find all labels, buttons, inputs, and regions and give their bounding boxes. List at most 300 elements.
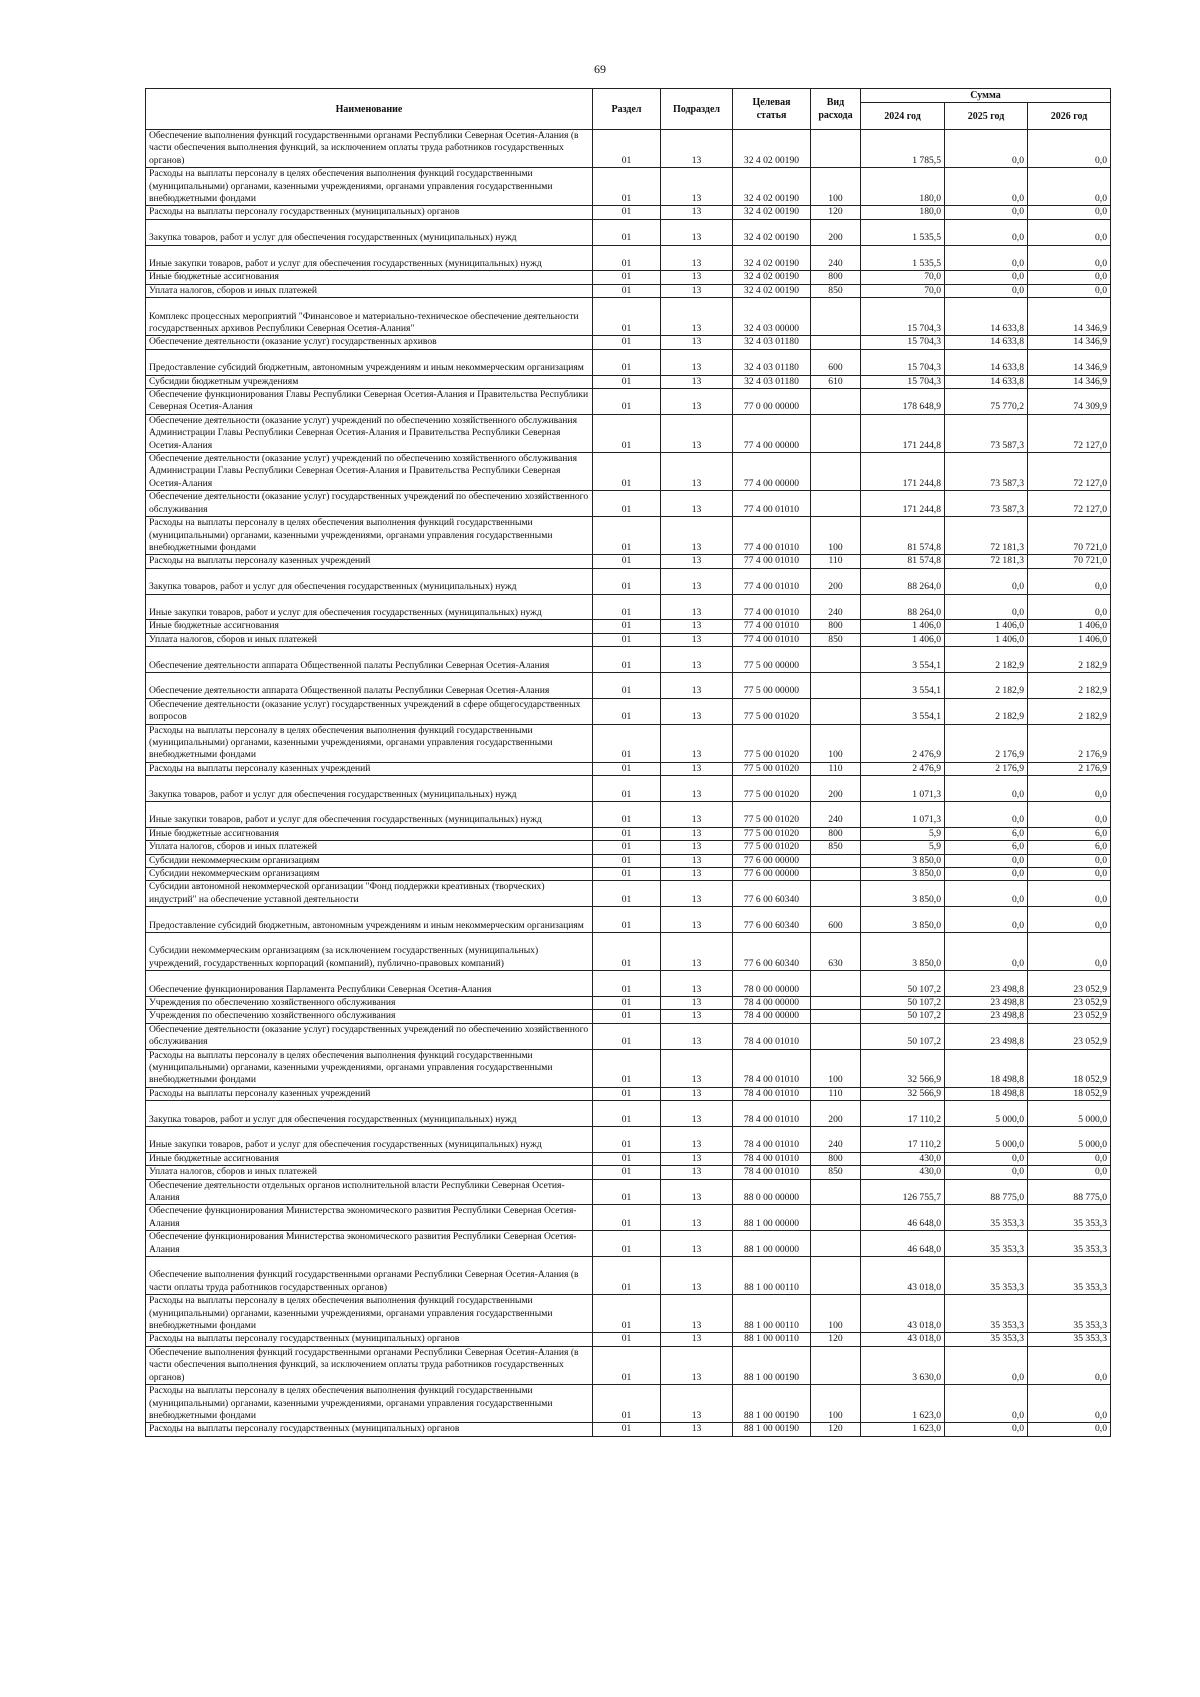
row-name-cell: Обеспечение деятельности (оказание услуг) учреждений по обеспечению хозяйственного обслуживания Администрации Главы Республики Северная Осетия-Алания и Правительства Республики Северная Осетия-Алания (146, 414, 593, 452)
row-sum-2025-cell: 6,0 (945, 827, 1028, 840)
row-sum-2025-cell: 35 353,3 (945, 1333, 1028, 1346)
row-subsection-cell: 13 (661, 776, 733, 802)
row-expense-type-cell: 610 (811, 375, 861, 388)
row-sum-2024-cell: 15 704,3 (861, 349, 945, 375)
row-subsection-cell: 13 (661, 827, 733, 840)
row-name-cell: Закупка товаров, работ и услуг для обеспечения государственных (муниципальных) нужд (146, 568, 593, 594)
row-target-article-cell: 88 1 00 00110 (733, 1333, 811, 1346)
row-section-cell: 01 (593, 389, 661, 415)
row-subsection-cell: 13 (661, 1023, 733, 1049)
row-section-cell: 01 (593, 996, 661, 1009)
row-expense-type-cell: 200 (811, 219, 861, 245)
row-subsection-cell: 13 (661, 1346, 733, 1384)
row-sum-2026-cell: 6,0 (1028, 841, 1111, 854)
row-sum-2026-cell: 0,0 (1028, 1423, 1111, 1436)
row-expense-type-cell (811, 1346, 861, 1384)
table-row (146, 414, 1111, 452)
row-target-article-cell: 32 4 02 00190 (733, 130, 811, 168)
row-subsection-cell: 13 (661, 1295, 733, 1333)
row-name-cell: Уплата налогов, сборов и иных платежей (146, 841, 593, 854)
row-sum-2024-cell: 5,9 (861, 827, 945, 840)
row-subsection-cell: 13 (661, 1087, 733, 1100)
row-sum-2024-cell: 171 244,8 (861, 414, 945, 452)
row-target-article-cell: 78 4 00 01010 (733, 1152, 811, 1165)
row-target-article-cell: 78 4 00 00000 (733, 996, 811, 1009)
row-sum-2025-cell: 5 000,0 (945, 1101, 1028, 1127)
col-header-sum: Сумма (861, 89, 1111, 103)
row-sum-2025-cell: 1 406,0 (945, 633, 1028, 646)
row-sum-2026-cell: 0,0 (1028, 1152, 1111, 1165)
row-subsection-cell: 13 (661, 517, 733, 555)
row-expense-type-cell (811, 971, 861, 997)
row-sum-2026-cell: 35 353,3 (1028, 1205, 1111, 1231)
row-expense-type-cell: 200 (811, 776, 861, 802)
row-target-article-cell: 77 4 00 01010 (733, 491, 811, 517)
row-sum-2026-cell: 2 176,9 (1028, 762, 1111, 775)
row-expense-type-cell: 100 (811, 1049, 861, 1087)
table-row (146, 206, 1111, 219)
row-target-article-cell: 78 4 00 00000 (733, 1010, 811, 1023)
row-sum-2024-cell: 3 850,0 (861, 854, 945, 867)
table-row (146, 1101, 1111, 1127)
table-row (146, 1179, 1111, 1205)
row-expense-type-cell (811, 491, 861, 517)
row-subsection-cell: 13 (661, 349, 733, 375)
row-expense-type-cell: 100 (811, 1295, 861, 1333)
row-subsection-cell: 13 (661, 130, 733, 168)
row-section-cell: 01 (593, 867, 661, 880)
table-row (146, 219, 1111, 245)
row-subsection-cell: 13 (661, 414, 733, 452)
row-subsection-cell: 13 (661, 762, 733, 775)
row-sum-2026-cell: 0,0 (1028, 284, 1111, 297)
table-row (146, 336, 1111, 349)
row-sum-2024-cell: 1 535,5 (861, 245, 945, 271)
row-sum-2025-cell: 73 587,3 (945, 453, 1028, 491)
row-name-cell: Обеспечение функционирования Министерства экономического развития Республики Северная Осетия-Алания (146, 1231, 593, 1257)
row-sum-2025-cell: 0,0 (945, 801, 1028, 827)
row-sum-2026-cell: 23 052,9 (1028, 971, 1111, 997)
table-row (146, 453, 1111, 491)
row-expense-type-cell: 240 (811, 801, 861, 827)
row-name-cell: Субсидии некоммерческим организациям (146, 867, 593, 880)
row-section-cell: 01 (593, 1205, 661, 1231)
row-sum-2024-cell: 1 623,0 (861, 1385, 945, 1423)
row-sum-2024-cell: 43 018,0 (861, 1333, 945, 1346)
row-sum-2024-cell: 3 554,1 (861, 647, 945, 673)
row-subsection-cell: 13 (661, 298, 733, 336)
row-expense-type-cell (811, 881, 861, 907)
row-section-cell: 01 (593, 1127, 661, 1153)
row-sum-2026-cell: 2 182,9 (1028, 672, 1111, 698)
row-expense-type-cell (811, 336, 861, 349)
row-subsection-cell: 13 (661, 375, 733, 388)
row-sum-2025-cell: 0,0 (945, 933, 1028, 971)
row-expense-type-cell: 850 (811, 841, 861, 854)
row-section-cell: 01 (593, 1101, 661, 1127)
row-section-cell: 01 (593, 219, 661, 245)
row-sum-2024-cell: 70,0 (861, 284, 945, 297)
row-expense-type-cell: 120 (811, 1423, 861, 1436)
row-sum-2026-cell: 23 052,9 (1028, 996, 1111, 1009)
row-subsection-cell: 13 (661, 801, 733, 827)
row-sum-2025-cell: 23 498,8 (945, 1010, 1028, 1023)
row-subsection-cell: 13 (661, 854, 733, 867)
row-sum-2024-cell: 171 244,8 (861, 491, 945, 517)
row-section-cell: 01 (593, 168, 661, 206)
row-name-cell: Расходы на выплаты персоналу в целях обеспечения выполнения функций государственными (муниципальными) органами, казенными учреждениями, органами управления государственными внебюджетными фондами (146, 1295, 593, 1333)
table-row (146, 620, 1111, 633)
row-name-cell: Уплата налогов, сборов и иных платежей (146, 633, 593, 646)
row-sum-2026-cell: 0,0 (1028, 1385, 1111, 1423)
table-row (146, 271, 1111, 284)
row-target-article-cell: 78 4 00 01010 (733, 1049, 811, 1087)
row-sum-2025-cell: 2 182,9 (945, 672, 1028, 698)
row-sum-2024-cell: 3 554,1 (861, 698, 945, 724)
row-sum-2026-cell: 1 406,0 (1028, 633, 1111, 646)
row-section-cell: 01 (593, 349, 661, 375)
row-sum-2025-cell: 73 587,3 (945, 491, 1028, 517)
row-sum-2026-cell: 0,0 (1028, 130, 1111, 168)
row-sum-2024-cell: 3 850,0 (861, 881, 945, 907)
table-row (146, 841, 1111, 854)
row-sum-2024-cell: 1 785,5 (861, 130, 945, 168)
row-sum-2025-cell: 0,0 (945, 284, 1028, 297)
row-sum-2026-cell: 14 346,9 (1028, 375, 1111, 388)
row-sum-2025-cell: 0,0 (945, 854, 1028, 867)
row-target-article-cell: 77 4 00 00000 (733, 414, 811, 452)
row-subsection-cell: 13 (661, 971, 733, 997)
row-subsection-cell: 13 (661, 672, 733, 698)
table-row (146, 1127, 1111, 1153)
row-subsection-cell: 13 (661, 1385, 733, 1423)
row-sum-2024-cell: 32 566,9 (861, 1049, 945, 1087)
row-sum-2025-cell: 35 353,3 (945, 1231, 1028, 1257)
row-subsection-cell: 13 (661, 1205, 733, 1231)
row-name-cell: Закупка товаров, работ и услуг для обеспечения государственных (муниципальных) нужд (146, 219, 593, 245)
row-sum-2025-cell: 0,0 (945, 1385, 1028, 1423)
row-sum-2026-cell: 14 346,9 (1028, 349, 1111, 375)
row-expense-type-cell: 200 (811, 568, 861, 594)
table-row (146, 568, 1111, 594)
row-section-cell: 01 (593, 491, 661, 517)
row-target-article-cell: 78 4 00 01010 (733, 1023, 811, 1049)
row-target-article-cell: 88 1 00 00190 (733, 1423, 811, 1436)
row-target-article-cell: 88 1 00 00190 (733, 1346, 811, 1384)
row-target-article-cell: 77 6 00 60340 (733, 933, 811, 971)
row-target-article-cell: 32 4 03 01180 (733, 375, 811, 388)
row-subsection-cell: 13 (661, 1049, 733, 1087)
row-section-cell: 01 (593, 776, 661, 802)
row-sum-2025-cell: 23 498,8 (945, 971, 1028, 997)
row-section-cell: 01 (593, 1010, 661, 1023)
row-name-cell: Обеспечение деятельности аппарата Общественной палаты Республики Северная Осетия-Алания (146, 672, 593, 698)
row-sum-2025-cell: 35 353,3 (945, 1257, 1028, 1295)
table-row (146, 1023, 1111, 1049)
row-expense-type-cell (811, 1257, 861, 1295)
row-target-article-cell: 77 5 00 01020 (733, 827, 811, 840)
row-sum-2025-cell: 5 000,0 (945, 1127, 1028, 1153)
row-subsection-cell: 13 (661, 491, 733, 517)
row-subsection-cell: 13 (661, 1166, 733, 1179)
row-sum-2026-cell: 72 127,0 (1028, 453, 1111, 491)
row-section-cell: 01 (593, 517, 661, 555)
row-expense-type-cell (811, 130, 861, 168)
row-name-cell: Иные бюджетные ассигнования (146, 827, 593, 840)
row-name-cell: Субсидии некоммерческим организациям (за исключением государственных (муниципальных) учреждений, государственных корпораций (компаний), публично-правовых компаний) (146, 933, 593, 971)
row-sum-2024-cell: 178 648,9 (861, 389, 945, 415)
row-sum-2026-cell: 0,0 (1028, 854, 1111, 867)
row-target-article-cell: 77 4 00 01010 (733, 594, 811, 620)
table-row (146, 971, 1111, 997)
table-row (146, 349, 1111, 375)
row-name-cell: Иные бюджетные ассигнования (146, 271, 593, 284)
row-target-article-cell: 88 1 00 00000 (733, 1205, 811, 1231)
row-target-article-cell: 77 6 00 60340 (733, 881, 811, 907)
row-sum-2025-cell: 0,0 (945, 271, 1028, 284)
row-target-article-cell: 77 4 00 01010 (733, 555, 811, 568)
row-target-article-cell: 77 5 00 00000 (733, 647, 811, 673)
row-expense-type-cell: 110 (811, 1087, 861, 1100)
row-expense-type-cell (811, 389, 861, 415)
row-section-cell: 01 (593, 633, 661, 646)
row-subsection-cell: 13 (661, 168, 733, 206)
row-name-cell: Учреждения по обеспечению хозяйственного обслуживания (146, 1010, 593, 1023)
row-expense-type-cell: 100 (811, 168, 861, 206)
row-sum-2025-cell: 23 498,8 (945, 1023, 1028, 1049)
row-name-cell: Субсидии бюджетным учреждениям (146, 375, 593, 388)
row-expense-type-cell (811, 996, 861, 1009)
table-row (146, 1423, 1111, 1436)
row-name-cell: Расходы на выплаты персоналу государственных (муниципальных) органов (146, 1333, 593, 1346)
row-sum-2025-cell: 88 775,0 (945, 1179, 1028, 1205)
row-sum-2025-cell: 35 353,3 (945, 1295, 1028, 1333)
row-name-cell: Обеспечение деятельности отдельных органов исполнительной власти Республики Северная Осетия-Алания (146, 1179, 593, 1205)
row-name-cell: Уплата налогов, сборов и иных платежей (146, 284, 593, 297)
row-section-cell: 01 (593, 841, 661, 854)
row-sum-2025-cell: 0,0 (945, 1152, 1028, 1165)
row-sum-2024-cell: 88 264,0 (861, 568, 945, 594)
table-row (146, 130, 1111, 168)
row-sum-2026-cell: 0,0 (1028, 219, 1111, 245)
row-sum-2024-cell: 430,0 (861, 1166, 945, 1179)
table-row (146, 375, 1111, 388)
row-subsection-cell: 13 (661, 841, 733, 854)
row-sum-2024-cell: 50 107,2 (861, 1010, 945, 1023)
row-sum-2024-cell: 70,0 (861, 271, 945, 284)
row-subsection-cell: 13 (661, 1101, 733, 1127)
row-name-cell: Обеспечение выполнения функций государственными органами Республики Северная Осетия-Алания (в части оплаты труда работников государственных органов) (146, 1257, 593, 1295)
row-sum-2025-cell: 73 587,3 (945, 414, 1028, 452)
row-subsection-cell: 13 (661, 1152, 733, 1165)
row-section-cell: 01 (593, 298, 661, 336)
row-name-cell: Иные закупки товаров, работ и услуг для обеспечения государственных (муниципальных) нужд (146, 801, 593, 827)
row-subsection-cell: 13 (661, 933, 733, 971)
row-section-cell: 01 (593, 284, 661, 297)
row-sum-2026-cell: 23 052,9 (1028, 1010, 1111, 1023)
row-target-article-cell: 78 4 00 01010 (733, 1087, 811, 1100)
row-sum-2026-cell: 5 000,0 (1028, 1127, 1111, 1153)
table-row (146, 298, 1111, 336)
row-expense-type-cell (811, 698, 861, 724)
row-target-article-cell: 88 1 00 00110 (733, 1295, 811, 1333)
table-row (146, 517, 1111, 555)
row-section-cell: 01 (593, 206, 661, 219)
row-subsection-cell: 13 (661, 1257, 733, 1295)
table-row (146, 1152, 1111, 1165)
row-target-article-cell: 77 6 00 00000 (733, 854, 811, 867)
row-name-cell: Закупка товаров, работ и услуг для обеспечения государственных (муниципальных) нужд (146, 776, 593, 802)
row-section-cell: 01 (593, 907, 661, 933)
row-name-cell: Уплата налогов, сборов и иных платежей (146, 1166, 593, 1179)
row-sum-2024-cell: 3 850,0 (861, 907, 945, 933)
col-header-section: Раздел (593, 89, 661, 130)
row-sum-2024-cell: 180,0 (861, 206, 945, 219)
row-sum-2026-cell: 0,0 (1028, 206, 1111, 219)
row-expense-type-cell: 800 (811, 827, 861, 840)
row-target-article-cell: 78 4 00 01010 (733, 1101, 811, 1127)
row-section-cell: 01 (593, 724, 661, 762)
row-sum-2025-cell: 2 176,9 (945, 762, 1028, 775)
row-section-cell: 01 (593, 1023, 661, 1049)
table-row (146, 1257, 1111, 1295)
row-name-cell: Комплекс процессных мероприятий "Финансовое и материально-техническое обеспечение деятельности государственных архивов Республики Северная Осетия-Алания" (146, 298, 593, 336)
row-sum-2025-cell: 72 181,3 (945, 555, 1028, 568)
row-expense-type-cell (811, 453, 861, 491)
row-subsection-cell: 13 (661, 206, 733, 219)
row-sum-2025-cell: 2 176,9 (945, 724, 1028, 762)
row-section-cell: 01 (593, 854, 661, 867)
table-row (146, 724, 1111, 762)
row-sum-2025-cell: 0,0 (945, 130, 1028, 168)
row-subsection-cell: 13 (661, 336, 733, 349)
row-sum-2026-cell: 0,0 (1028, 168, 1111, 206)
row-target-article-cell: 32 4 03 01180 (733, 349, 811, 375)
row-sum-2024-cell: 43 018,0 (861, 1295, 945, 1333)
row-section-cell: 01 (593, 130, 661, 168)
row-sum-2024-cell: 171 244,8 (861, 453, 945, 491)
row-target-article-cell: 88 1 00 00110 (733, 1257, 811, 1295)
row-expense-type-cell: 100 (811, 1385, 861, 1423)
row-target-article-cell: 77 4 00 01010 (733, 517, 811, 555)
row-section-cell: 01 (593, 414, 661, 452)
row-sum-2026-cell: 72 127,0 (1028, 491, 1111, 517)
row-target-article-cell: 32 4 02 00190 (733, 206, 811, 219)
row-sum-2025-cell: 0,0 (945, 568, 1028, 594)
col-header-name: Наименование (146, 89, 593, 130)
table-row (146, 1166, 1111, 1179)
row-name-cell: Обеспечение деятельности (оказание услуг) учреждений по обеспечению хозяйственного обслуживания Администрации Главы Республики Северная Осетия-Алания и Правительства Республики Северная Осетия-Алания (146, 453, 593, 491)
row-target-article-cell: 77 4 00 00000 (733, 453, 811, 491)
row-name-cell: Субсидии некоммерческим организациям (146, 854, 593, 867)
row-sum-2025-cell: 18 498,8 (945, 1049, 1028, 1087)
row-sum-2024-cell: 3 850,0 (861, 867, 945, 880)
row-sum-2025-cell: 14 633,8 (945, 375, 1028, 388)
row-subsection-cell: 13 (661, 245, 733, 271)
row-sum-2026-cell: 0,0 (1028, 1346, 1111, 1384)
row-sum-2024-cell: 3 630,0 (861, 1346, 945, 1384)
row-section-cell: 01 (593, 594, 661, 620)
row-section-cell: 01 (593, 1385, 661, 1423)
row-expense-type-cell: 800 (811, 271, 861, 284)
row-subsection-cell: 13 (661, 389, 733, 415)
row-target-article-cell: 77 6 00 60340 (733, 907, 811, 933)
row-expense-type-cell: 110 (811, 762, 861, 775)
row-name-cell: Субсидии автономной некоммерческой организации "Фонд поддержки креативных (творческих) индустрий" на обеспечение уставной деятельности (146, 881, 593, 907)
row-name-cell: Обеспечение деятельности (оказание услуг) государственных учреждений в сфере общегосударственных вопросов (146, 698, 593, 724)
row-expense-type-cell: 850 (811, 1166, 861, 1179)
row-sum-2024-cell: 5,9 (861, 841, 945, 854)
row-sum-2026-cell: 2 182,9 (1028, 698, 1111, 724)
row-sum-2025-cell: 0,0 (945, 219, 1028, 245)
row-expense-type-cell: 120 (811, 1333, 861, 1346)
row-sum-2026-cell: 18 052,9 (1028, 1087, 1111, 1100)
table-row (146, 647, 1111, 673)
row-target-article-cell: 32 4 02 00190 (733, 271, 811, 284)
row-sum-2026-cell: 1 406,0 (1028, 620, 1111, 633)
row-subsection-cell: 13 (661, 1010, 733, 1023)
row-sum-2026-cell: 0,0 (1028, 594, 1111, 620)
row-name-cell: Предоставление субсидий бюджетным, автономным учреждениям и иным некоммерческим организациям (146, 349, 593, 375)
row-sum-2026-cell: 23 052,9 (1028, 1023, 1111, 1049)
row-sum-2024-cell: 43 018,0 (861, 1257, 945, 1295)
row-sum-2025-cell: 75 770,2 (945, 389, 1028, 415)
row-subsection-cell: 13 (661, 633, 733, 646)
row-expense-type-cell (811, 414, 861, 452)
row-sum-2024-cell: 430,0 (861, 1152, 945, 1165)
row-name-cell: Обеспечение деятельности аппарата Общественной палаты Республики Северная Осетия-Алания (146, 647, 593, 673)
row-expense-type-cell: 600 (811, 907, 861, 933)
row-expense-type-cell: 100 (811, 517, 861, 555)
row-subsection-cell: 13 (661, 867, 733, 880)
row-name-cell: Расходы на выплаты персоналу в целях обеспечения выполнения функций государственными (муниципальными) органами, казенными учреждениями, органами управления государственными внебюджетными фондами (146, 1385, 593, 1423)
row-target-article-cell: 77 5 00 01020 (733, 841, 811, 854)
table-row (146, 801, 1111, 827)
row-section-cell: 01 (593, 762, 661, 775)
table-row (146, 933, 1111, 971)
row-sum-2024-cell: 46 648,0 (861, 1205, 945, 1231)
row-target-article-cell: 32 4 02 00190 (733, 168, 811, 206)
row-subsection-cell: 13 (661, 1333, 733, 1346)
row-sum-2024-cell: 50 107,2 (861, 971, 945, 997)
row-expense-type-cell: 240 (811, 245, 861, 271)
row-target-article-cell: 32 4 02 00190 (733, 245, 811, 271)
row-sum-2024-cell: 15 704,3 (861, 298, 945, 336)
row-expense-type-cell: 850 (811, 284, 861, 297)
row-expense-type-cell (811, 1023, 861, 1049)
row-name-cell: Расходы на выплаты персоналу в целях обеспечения выполнения функций государственными (муниципальными) органами, казенными учреждениями, органами управления государственными внебюджетными фондами (146, 517, 593, 555)
table-body (146, 130, 1111, 1437)
row-subsection-cell: 13 (661, 271, 733, 284)
row-subsection-cell: 13 (661, 219, 733, 245)
row-expense-type-cell: 850 (811, 633, 861, 646)
row-sum-2024-cell: 3 554,1 (861, 672, 945, 698)
row-sum-2024-cell: 32 566,9 (861, 1087, 945, 1100)
row-name-cell: Расходы на выплаты персоналу государственных (муниципальных) органов (146, 206, 593, 219)
row-name-cell: Иные закупки товаров, работ и услуг для обеспечения государственных (муниципальных) нужд (146, 1127, 593, 1153)
row-expense-type-cell (811, 672, 861, 698)
row-section-cell: 01 (593, 453, 661, 491)
row-section-cell: 01 (593, 1346, 661, 1384)
row-target-article-cell: 78 4 00 01010 (733, 1166, 811, 1179)
row-sum-2026-cell: 14 346,9 (1028, 298, 1111, 336)
row-sum-2025-cell: 0,0 (945, 881, 1028, 907)
row-sum-2024-cell: 1 535,5 (861, 219, 945, 245)
table-row (146, 1333, 1111, 1346)
row-sum-2026-cell: 0,0 (1028, 907, 1111, 933)
row-expense-type-cell: 120 (811, 206, 861, 219)
row-target-article-cell: 77 4 00 01010 (733, 568, 811, 594)
